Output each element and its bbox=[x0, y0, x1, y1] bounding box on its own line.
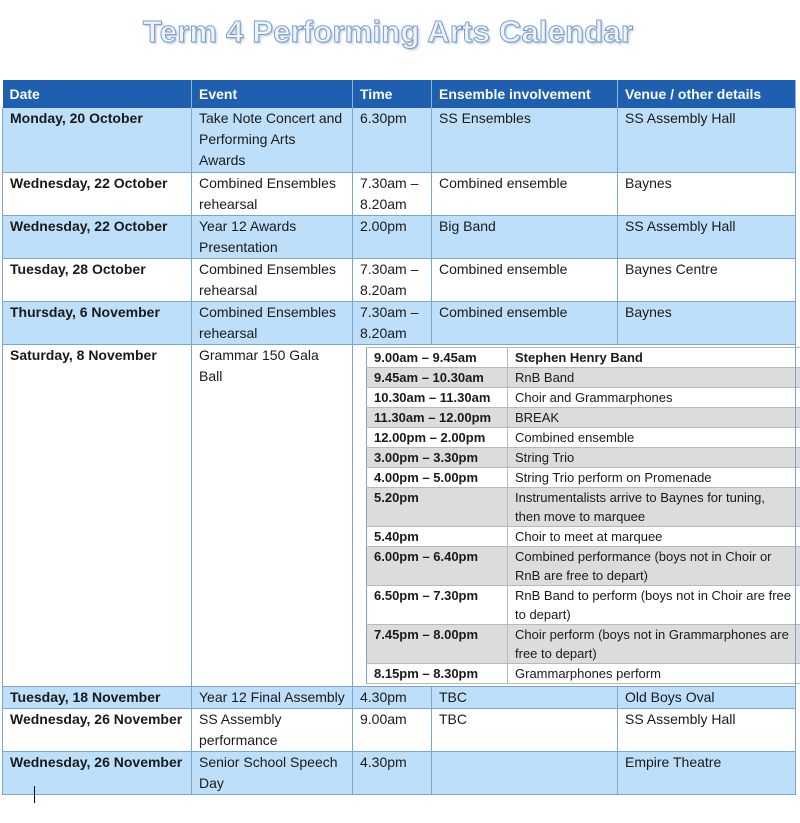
schedule-row bbox=[367, 387, 800, 407]
ensemble-cell bbox=[432, 751, 618, 794]
header-date: Date bbox=[3, 80, 192, 108]
ensemble-cell: TBC bbox=[432, 686, 618, 708]
date-cell: Wednesday, 26 November bbox=[3, 751, 192, 794]
schedule-time: 3.00pm – 3.30pm bbox=[367, 447, 508, 467]
schedule-row bbox=[367, 663, 800, 683]
gala-schedule-cell bbox=[353, 344, 796, 686]
schedule-activity: String Trio bbox=[508, 447, 800, 467]
schedule-row bbox=[367, 347, 800, 367]
ensemble-cell: Big Band bbox=[432, 215, 618, 258]
venue-cell: Old Boys Oval bbox=[618, 686, 796, 708]
schedule-row bbox=[367, 447, 800, 467]
time-cell: 6.30pm bbox=[353, 108, 432, 172]
table-row bbox=[3, 708, 796, 751]
time-cell: 9.00am bbox=[353, 708, 432, 751]
schedule-activity: BREAK bbox=[508, 407, 800, 427]
schedule-row bbox=[367, 624, 800, 663]
schedule-time: 9.00am – 9.45am bbox=[367, 347, 508, 367]
schedule-time: 5.40pm bbox=[367, 526, 508, 546]
ensemble-cell: Combined ensemble bbox=[432, 258, 618, 301]
schedule-activity: Choir perform (boys not in Grammarphones are free to depart) bbox=[508, 624, 800, 663]
venue-cell: Baynes Centre bbox=[618, 258, 796, 301]
header-venue: Venue / other details bbox=[618, 80, 796, 108]
schedule-row bbox=[367, 526, 800, 546]
page-title: Term 4 Performing Arts Calendar bbox=[142, 14, 634, 49]
calendar-table bbox=[2, 80, 796, 795]
venue-cell: SS Assembly Hall bbox=[618, 708, 796, 751]
date-cell: Wednesday, 26 November bbox=[3, 708, 192, 751]
schedule-row bbox=[367, 487, 800, 526]
schedule-activity: String Trio perform on Promenade bbox=[508, 467, 800, 487]
schedule-time: 5.20pm bbox=[367, 487, 508, 526]
schedule-time: 8.15pm – 8.30pm bbox=[367, 663, 508, 683]
table-row-gala bbox=[3, 344, 796, 686]
schedule-time: 4.00pm – 5.00pm bbox=[367, 467, 508, 487]
event-cell: Combined Ensembles rehearsal bbox=[192, 258, 353, 301]
schedule-row bbox=[367, 367, 800, 387]
date-cell: Wednesday, 22 October bbox=[3, 172, 192, 215]
ensemble-cell: Combined ensemble bbox=[432, 172, 618, 215]
schedule-time: 6.50pm – 7.30pm bbox=[367, 585, 508, 624]
gala-schedule-table bbox=[366, 347, 800, 684]
schedule-activity: Combined ensemble bbox=[508, 427, 800, 447]
ensemble-cell: SS Ensembles bbox=[432, 108, 618, 172]
table-row bbox=[3, 215, 796, 258]
schedule-activity: Stephen Henry Band bbox=[508, 347, 800, 367]
venue-cell: SS Assembly Hall bbox=[618, 215, 796, 258]
time-cell: 7.30am – 8.20am bbox=[353, 172, 432, 215]
event-cell: Combined Ensembles rehearsal bbox=[192, 172, 353, 215]
schedule-activity: RnB Band bbox=[508, 367, 800, 387]
date-cell: Tuesday, 28 October bbox=[3, 258, 192, 301]
table-row bbox=[3, 686, 796, 708]
schedule-row bbox=[367, 427, 800, 447]
venue-cell: Baynes bbox=[618, 172, 796, 215]
text-cursor bbox=[34, 786, 35, 803]
table-row bbox=[3, 258, 796, 301]
event-cell: Combined Ensembles rehearsal bbox=[192, 301, 353, 344]
table-row bbox=[3, 751, 796, 794]
time-cell: 7.30am – 8.20am bbox=[353, 258, 432, 301]
ensemble-cell: TBC bbox=[432, 708, 618, 751]
schedule-time: 12.00pm – 2.00pm bbox=[367, 427, 508, 447]
schedule-row bbox=[367, 467, 800, 487]
ensemble-cell: Combined ensemble bbox=[432, 301, 618, 344]
schedule-row bbox=[367, 585, 800, 624]
venue-cell: Empire Theatre bbox=[618, 751, 796, 794]
header-event: Event bbox=[192, 80, 353, 108]
table-row bbox=[3, 301, 796, 344]
date-cell: Wednesday, 22 October bbox=[3, 215, 192, 258]
schedule-activity: RnB Band to perform (boys not in Choir are free to depart) bbox=[508, 585, 800, 624]
header-row bbox=[3, 80, 796, 108]
schedule-time: 6.00pm – 6.40pm bbox=[367, 546, 508, 585]
event-cell: Grammar 150 Gala Ball bbox=[192, 344, 353, 686]
schedule-time: 10.30am – 11.30am bbox=[367, 387, 508, 407]
schedule-row bbox=[367, 546, 800, 585]
date-cell: Thursday, 6 November bbox=[3, 301, 192, 344]
date-cell: Saturday, 8 November bbox=[3, 344, 192, 686]
schedule-time: 7.45pm – 8.00pm bbox=[367, 624, 508, 663]
table-row bbox=[3, 172, 796, 215]
schedule-activity: Choir and Grammarphones bbox=[508, 387, 800, 407]
schedule-row bbox=[367, 407, 800, 427]
table-row bbox=[3, 108, 796, 172]
event-cell: SS Assembly performance bbox=[192, 708, 353, 751]
event-cell: Year 12 Final Assembly bbox=[192, 686, 353, 708]
schedule-time: 9.45am – 10.30am bbox=[367, 367, 508, 387]
schedule-activity: Combined performance (boys not in Choir or RnB are free to depart) bbox=[508, 546, 800, 585]
time-cell: 7.30am – 8.20am bbox=[353, 301, 432, 344]
time-cell: 4.30pm bbox=[353, 751, 432, 794]
header-ensemble: Ensemble involvement bbox=[432, 80, 618, 108]
schedule-activity: Grammarphones perform bbox=[508, 663, 800, 683]
header-time: Time bbox=[353, 80, 432, 108]
event-cell: Take Note Concert and Performing Arts Awards bbox=[192, 108, 353, 172]
date-cell: Monday, 20 October bbox=[3, 108, 192, 172]
venue-cell: SS Assembly Hall bbox=[618, 108, 796, 172]
event-cell: Year 12 Awards Presentation bbox=[192, 215, 353, 258]
schedule-time: 11.30am – 12.00pm bbox=[367, 407, 508, 427]
time-cell: 4.30pm bbox=[353, 686, 432, 708]
event-cell: Senior School Speech Day bbox=[192, 751, 353, 794]
schedule-activity: Choir to meet at marquee bbox=[508, 526, 800, 546]
time-cell: 2.00pm bbox=[353, 215, 432, 258]
venue-cell: Baynes bbox=[618, 301, 796, 344]
schedule-activity: Instrumentalists arrive to Baynes for tuning, then move to marquee bbox=[508, 487, 800, 526]
date-cell: Tuesday, 18 November bbox=[3, 686, 192, 708]
